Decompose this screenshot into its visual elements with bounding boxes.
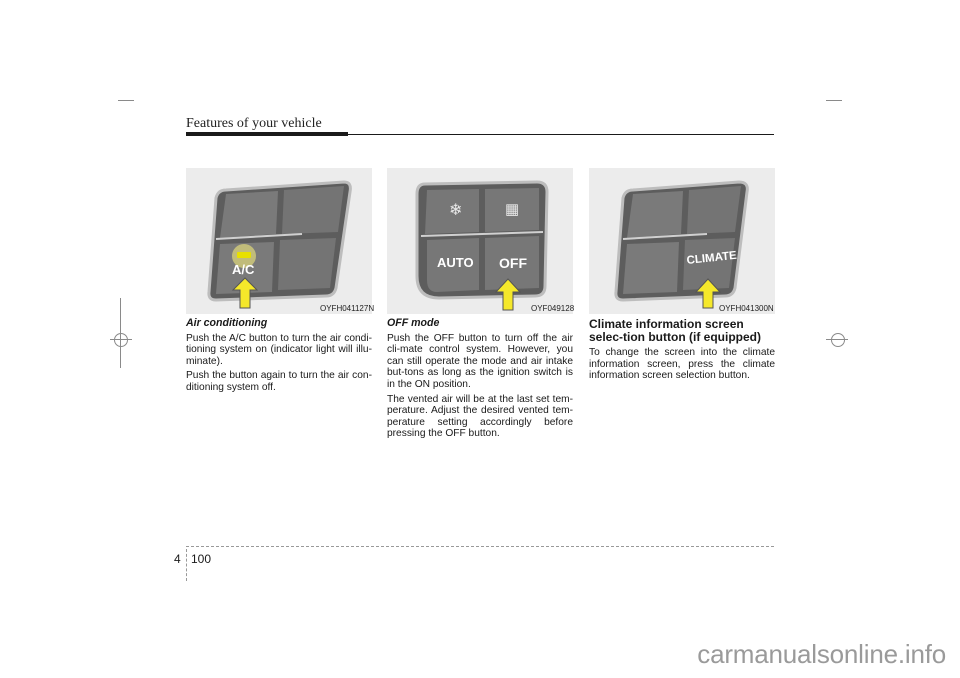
header-rule-thick [186,132,348,136]
paragraph: To change the screen into the climate information screen, press the climate information screen selection button. [589,347,775,382]
figure-ac-code: OYFH041127N [320,304,375,313]
ac-button-label: A/C [232,262,255,277]
figure-climate-code: OYFH041300N [719,304,774,313]
header-rule-thin [348,134,774,135]
off-button-label: OFF [499,255,527,271]
paragraph: The vented air will be at the last set tem-perature. Adjust the desired vented tem-perature setting accordingly before pressing the OFF button. [387,393,573,440]
figure-climate-button [589,168,775,314]
crop-mark-left-circle [114,333,128,347]
section-climate-info-button [589,318,775,385]
paragraph: Push the OFF button to turn off the air cli-mate control system. However, you can still operate the mode and air intake but-tons as long as the ignition switch is in the ON position. [387,332,573,390]
crop-mark-top-left [118,100,134,101]
ac-indicator-light [237,252,251,258]
figure-ac-button [186,168,375,314]
page-header-title: Features of your vehicle [186,116,322,131]
climate-button-label: CLIMATE [686,249,738,267]
section-off-mode [387,318,573,443]
figure-off-code: OYF049128 [531,304,575,313]
rear-defrost-icon: ▦ [505,201,520,218]
page-number: 100 [191,552,212,566]
section-title: OFF mode [387,317,440,329]
section-title: Air conditioning [186,317,268,329]
crop-mark-right-circle [831,333,845,347]
climate-panel-illustration [589,168,775,314]
paragraph: Push the A/C button to turn the air condi-tioning system on (indicator light will illu-minate). [186,332,372,367]
off-panel-illustration [387,168,573,314]
figure-off-button [387,168,573,314]
ac-panel-illustration [186,168,375,314]
section-title: Climate information screen selec-tion button (if equipped) [589,317,761,344]
crop-mark-top-right [826,100,842,101]
windshield-defrost-icon: ❄ [449,202,463,219]
footer-dashed-rule [186,546,774,547]
chapter-number: 4 [174,552,181,566]
section-air-conditioning [186,318,372,397]
auto-button-label: AUTO [437,255,474,270]
footer-dashed-divider [186,549,187,581]
paragraph: Push the button again to turn the air con-ditioning system off. [186,370,372,393]
watermark: carmanualsonline.info [697,639,946,669]
